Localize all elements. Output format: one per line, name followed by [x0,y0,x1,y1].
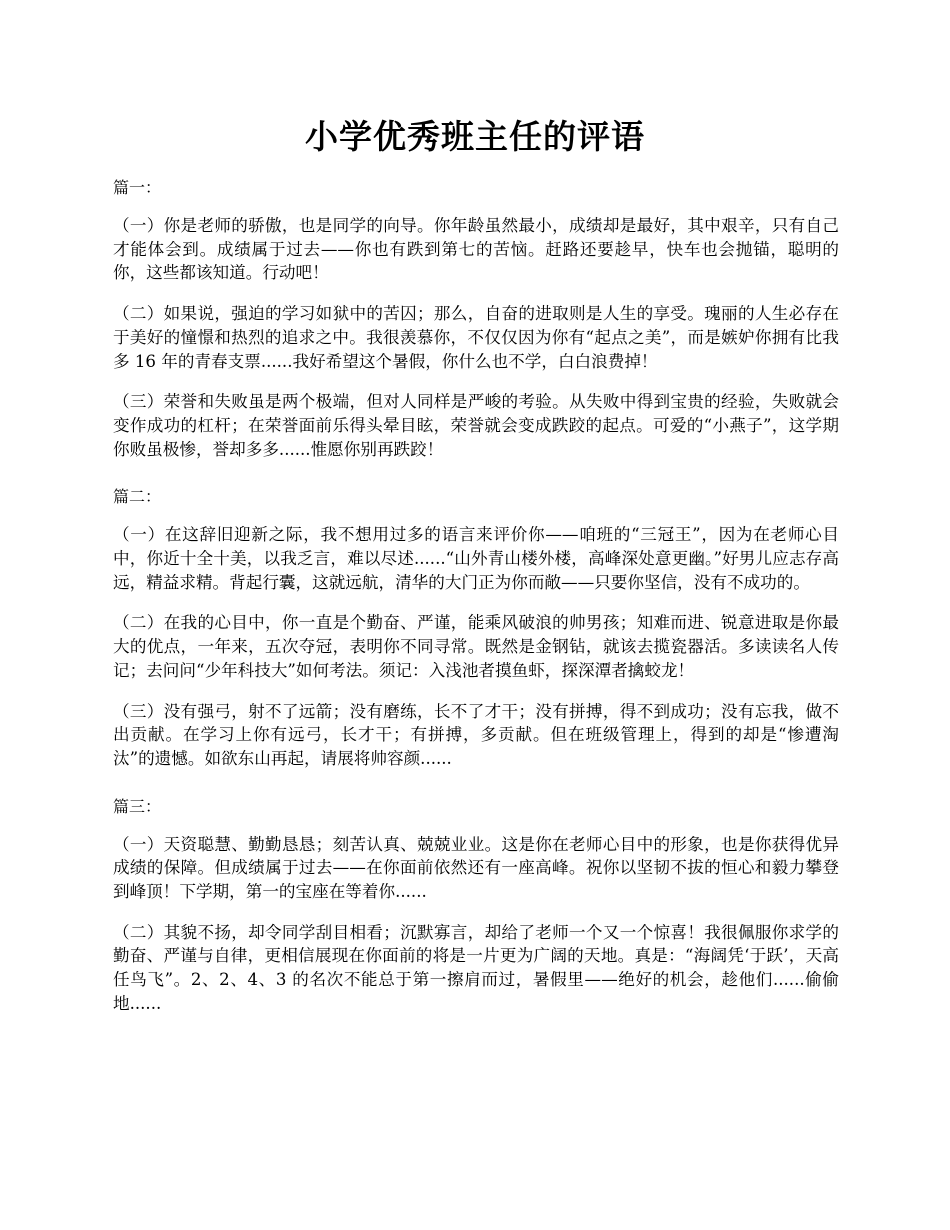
section-3 [113,795,839,1016]
paragraph: （二）其貌不扬，却令同学刮目相看；沉默寡言，却给了老师一个又一个惊喜！我很佩服你求学的勤奋、严谨与自律，更相信展现在你面前的将是一片更为广阔的天地。真是：“海阔凭‘于跃’，天高任鸟飞”。2、2、4、3 的名次不能总于第一擦肩而过，暑假里——绝好的机会，趁他们......偷偷地...... [113,922,839,1013]
paragraph: （一）你是老师的骄傲，也是同学的向导。你年龄虽然最小，成绩却是最好，其中艰辛，只有自己才能体会到。成绩属于过去——你也有跌到第七的苦恼。赶路还要趁早，快车也会抛锚，聪明的你，这些都该知道。行动吧！ [113,216,839,283]
paragraph: （三）没有强弓，射不了远箭；没有磨练，长不了才干；没有拼搏，得不到成功；没有忘我，做不出贡献。在学习上你有远弓，长才干；有拼搏，多贡献。但在班级管理上，得到的却是“惨遭淘汰”的遗憾。如欲东山再起，请展将帅容颜...... [113,701,839,768]
page-title: 小学优秀班主任的评语 [305,117,645,156]
document-body [113,176,839,1033]
paragraph: （一）在这辞旧迎新之际，我不想用过多的语言来评价你——咱班的“三冠王”，因为在老师心目中，你近十全十美，以我乏言，难以尽述......“山外青山楼外楼，高峰深处意更幽。”好男儿应志存高远，精益求精。背起行囊，这就远航，清华的大门正为你而敞——只要你坚信，没有不成功的。 [113,525,839,592]
paragraph: （三）荣誉和失败虽是两个极端，但对人同样是严峻的考验。从失败中得到宝贵的经验，失败就会变作成功的杠杆；在荣誉面前乐得头晕目眩，荣誉就会变成跌跤的起点。可爱的“小燕子”，这学期你败虽极惨，誉却多多......惟愿你别再跌跤！ [113,392,839,459]
section-label: 篇一： [113,178,162,197]
paragraph: （二）如果说，强迫的学习如狱中的苦囚；那么，自奋的进取则是人生的享受。瑰丽的人生必存在于美好的憧憬和热烈的追求之中。我很羡慕你，不仅仅因为你有“起点之美”，而是嫉妒你拥有比我多 16 年的青春支票......我好希望这个暑假，你什么也不学，白白浪费掉！ [113,304,839,371]
section-2 [113,485,839,770]
section-label: 篇三： [113,796,162,816]
paragraph: （二）在我的心目中，你一直是个勤奋、严谨，能乘风破浪的帅男孩；知难而进、锐意进取是你最大的优点，一年来，五次夺冠，表明你不同寻常。既然是金钢钻，就该去揽瓷器活。多读读名人传记；去问问“少年科技大”如何考法。须记：入浅池者摸鱼虾，探深潭者擒蛟龙！ [113,613,839,680]
section-label: 篇二： [113,487,162,507]
paragraph: （一）天资聪慧、勤勤恳恳；刻苦认真、兢兢业业。这是你在老师心目中的形象，也是你获得优异成绩的保障。但成绩属于过去——在你面前依然还有一座高峰。祝你以坚韧不拔的恒心和毅力攀登到峰顶！下学期，第一的宝座在等着你...... [113,834,839,902]
section-1 [113,176,839,461]
